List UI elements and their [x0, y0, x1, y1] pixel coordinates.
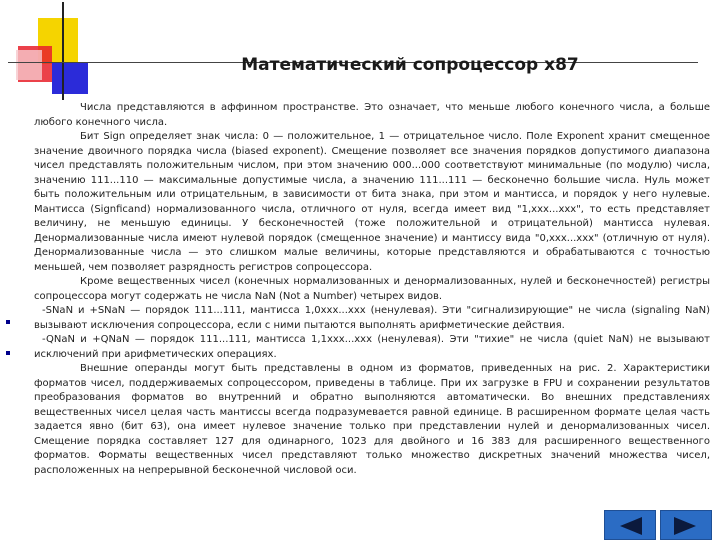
corner-decoration: [0, 0, 120, 100]
bullet-qnan: -QNaN и +QNaN — порядок 111...111, мантисса 1,1xxx...xxx (ненулевая). Эти "тихие" не числа (quiet NaN) не вызывают исключений при арифметических операциях.: [34, 334, 710, 360]
paragraph-sign-exponent: Бит Sign определяет знак числа: 0 — положительное, 1 — отрицательное число. Поле Exponent хранит смещенное значение двоичного порядка числа (biased exponent). Смещение позволяет все значения порядков допустимого диапазона чисел представлять положительным числом, при этом значению 000...000 соответствуют минимальные (по модулю) числа, значению 111...110 — максимальные допустимые числа, а значению 111...111 — бесконечно большие числа. Нуль может быть положительным или отрицательным, в зависимости от бита знака, при этом и мантисса, и порядок у него нулевые. Мантисса (Signficand) нормализованного числа, отличного от нуля, всегда имеет вид "1,xxx...xxx", то есть представляет величину, не меньшую единицы. У бесконечностей (тоже положительной и отрицательной) мантисса нулевая. Денормализованные числа имеют нулевой порядок (смещенное значение) и мантиссу вида "0,xxx...xxx" (отличную от нуля). Денормализованные числа — это слишком малые величины, которые представляются и обрабатываются с точностью меньшей, чем позволяет разрядность регистров сопроцессора.: [34, 131, 710, 273]
triangle-left-icon: [614, 515, 646, 537]
paragraph-affine: Числа представляются в аффинном пространстве. Это означает, что меньше любого конечного числа, а больше любого конечного числа.: [34, 102, 710, 128]
vertical-line: [62, 2, 64, 100]
next-slide-button[interactable]: [660, 510, 712, 540]
blue-square: [52, 62, 88, 94]
triangle-right-icon: [670, 515, 702, 537]
bullet-snan: -SNaN и +SNaN — порядок 111...111, мантисса 1,0xxx...xxx (ненулевая). Эти "сигнализирующие" не числа (signaling NaN) вызывают исключения сопроцессора, если с ними пытаются выполнять арифметические действия.: [34, 305, 710, 331]
slide-title: Математический сопроцессор x87: [241, 55, 579, 75]
bullet-marker-1: [6, 320, 10, 324]
bullet-marker-2: [6, 351, 10, 355]
light-square: [16, 50, 42, 80]
prev-slide-button[interactable]: [604, 510, 656, 540]
slide-body: [34, 101, 710, 478]
paragraph-formats: Внешние операнды могут быть представлены в одном из форматов, приведенных на рис. 2. Характеристики форматов чисел, поддерживаемых сопроцессором, приведены в таблице. При их загрузке в FPU и сохранении результатов преобразования форматов во внутренний и обратно выполняются автоматически. Во внешних представлениях вещественных чисел целая часть мантиссы всегда подразумевается равной единице. В расширенном формате целая часть задается явно (бит 63), она имеет нулевое значение только при представлении нулей и денормализованных чисел. Смещение порядка составляет 127 для одинарного, 1023 для двойного и 16 383 для расширенного вещественного форматов. Форматы вещественных чисел представляют только множество дискретных значений множества чисел, расположенных на непрерывной бесконечной числовой оси.: [34, 363, 710, 476]
paragraph-nan-intro: Кроме вещественных чисел (конечных нормализованных и денормализованных, нулей и бесконечностей) регистры сопроцессора могут содержать не числа NaN (Not a Number) четырех видов.: [34, 276, 710, 302]
